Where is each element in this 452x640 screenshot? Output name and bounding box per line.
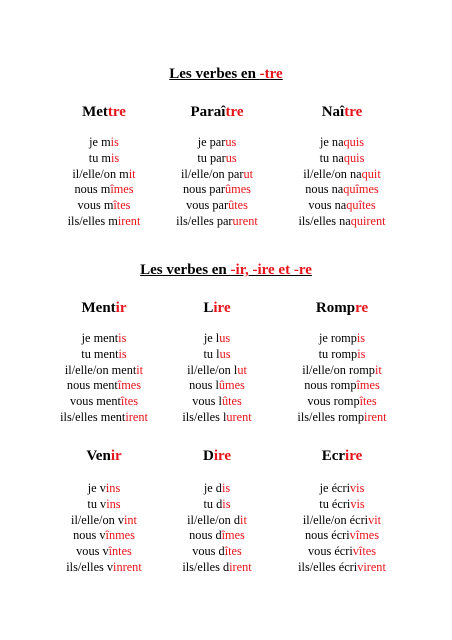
conjugation-ending: îmes — [221, 528, 245, 543]
conjugation-line — [147, 544, 287, 560]
conjugation-ending: is — [110, 135, 119, 149]
conjugation-ending: is — [356, 331, 366, 345]
conjugation-ending: it — [136, 362, 144, 377]
verb-ending: ir — [110, 448, 122, 464]
conjugation-stem: ils/elles d — [182, 559, 230, 574]
conjugation-stem: je v — [87, 481, 106, 495]
conjugation-ending: it — [128, 166, 136, 181]
conjugation-line — [147, 135, 287, 151]
conjugation-line — [272, 513, 412, 529]
conjugation-ending: ûtes — [228, 198, 248, 213]
verb-ending: tre — [225, 104, 244, 120]
conjugation-ending: quirent — [350, 213, 386, 228]
conjugation-stem: tu na — [319, 150, 344, 165]
conjugation-line — [272, 331, 412, 347]
conjugation-stem: il/elle/on écri — [302, 512, 369, 527]
conjugation-line — [147, 513, 287, 529]
conjugation-ending: ins — [105, 481, 121, 495]
conjugation-stem: tu romp — [318, 346, 358, 361]
conjugation-stem: je l — [203, 331, 220, 345]
conjugation-stem: il/elle/on romp — [302, 362, 375, 377]
conjugation-line — [272, 198, 412, 214]
conjugation-line — [147, 378, 287, 394]
conjugation-ending: vit — [368, 512, 382, 527]
verb-ending: ire — [213, 448, 232, 464]
conjugation-stem: nous écri — [304, 528, 350, 543]
conjugation-line — [147, 481, 287, 497]
conjugation-stem: nous par — [183, 182, 226, 197]
verb-heading-lire — [147, 300, 287, 317]
conjugation-list-ecrire — [272, 481, 412, 576]
conjugation-stem: je par — [197, 135, 226, 149]
verb-stem: D — [202, 448, 214, 464]
conjugation-ending: îtes — [113, 198, 131, 213]
conjugation-line — [147, 497, 287, 513]
conjugation-stem: tu écri — [319, 496, 351, 511]
conjugation-line — [272, 560, 412, 576]
section-title-tre — [0, 66, 452, 83]
conjugation-stem: vous écri — [308, 544, 353, 559]
conjugation-list-paraitre — [147, 135, 287, 230]
conjugation-stem: je m — [89, 135, 111, 149]
conjugation-ending: înmes — [105, 528, 135, 543]
conjugation-stem: tu m — [88, 150, 111, 165]
conjugation-stem: vous par — [186, 198, 229, 213]
conjugation-ending: irent — [229, 559, 252, 574]
conjugation-line — [272, 214, 412, 230]
conjugation-ending: îtes — [120, 394, 138, 409]
verb-stem: Romp — [315, 300, 356, 316]
conjugation-stem: vous l — [192, 394, 222, 409]
conjugation-line — [147, 198, 287, 214]
conjugation-stem: ils/elles par — [176, 213, 233, 228]
conjugation-ending: is — [111, 150, 120, 165]
conjugation-ending: it — [374, 362, 382, 377]
conjugation-ending: irent — [117, 213, 141, 228]
conjugation-ending: ut — [243, 166, 254, 181]
verb-stem: Paraî — [190, 104, 226, 120]
conjugation-stem: vous v — [76, 544, 109, 559]
conjugation-ending: is — [357, 346, 366, 361]
conjugation-ending: ut — [237, 362, 247, 377]
conjugation-stem: je na — [319, 135, 344, 149]
conjugation-ending: quîmes — [343, 182, 379, 197]
verb-ending: re — [355, 300, 369, 316]
conjugation-line — [272, 481, 412, 497]
conjugation-ending: us — [225, 135, 237, 149]
verb-ending: ire — [345, 448, 363, 464]
conjugation-ending: îmes — [110, 182, 134, 197]
verb-ending: tre — [107, 104, 126, 120]
conjugation-line — [147, 528, 287, 544]
section-title-ending: -ir, -ire et -re — [230, 262, 312, 278]
conjugation-list-rompre — [272, 331, 412, 426]
conjugation-stem: ils/elles romp — [297, 409, 365, 424]
conjugation-ending: ûmes — [225, 182, 251, 197]
conjugation-ending: vis — [350, 496, 365, 511]
conjugation-stem: je écri — [319, 481, 351, 495]
conjugation-line — [272, 347, 412, 363]
conjugation-stem: il/elle/on d — [187, 512, 241, 527]
conjugation-ending: is — [222, 496, 231, 511]
conjugation-ending: us — [225, 150, 237, 165]
conjugation-stem: nous v — [73, 528, 106, 543]
conjugation-ending: quîtes — [346, 198, 376, 213]
conjugation-ending: îmes — [356, 378, 380, 393]
conjugation-stem: vous m — [77, 198, 114, 213]
conjugation-ending: vîmes — [349, 528, 380, 543]
conjugation-line — [272, 544, 412, 560]
conjugation-stem: il/elle/on m — [72, 166, 129, 181]
verb-ending: ir — [115, 300, 127, 316]
conjugation-stem: il/elle/on na — [303, 166, 362, 181]
conjugation-stem: ils/elles écri — [298, 559, 358, 574]
conjugation-line — [272, 363, 412, 379]
conjugation-line — [147, 182, 287, 198]
conjugation-ending: urent — [226, 409, 252, 424]
conjugation-line — [272, 528, 412, 544]
conjugation-ending: irent — [364, 409, 387, 424]
conjugation-line — [147, 214, 287, 230]
conjugation-stem: je ment — [81, 331, 119, 345]
conjugation-ending: quis — [343, 150, 365, 165]
conjugation-stem: nous ment — [66, 378, 118, 393]
conjugation-ending: vîtes — [352, 544, 376, 559]
conjugation-stem: tu ment — [81, 346, 119, 361]
verb-heading-dire — [147, 448, 287, 465]
conjugation-line — [147, 363, 287, 379]
conjugation-stem: il/elle/on v — [71, 512, 124, 527]
conjugation-line — [272, 182, 412, 198]
conjugation-stem: je d — [203, 481, 222, 495]
verb-heading-paraitre — [147, 104, 287, 121]
conjugation-line — [272, 167, 412, 183]
conjugation-ending: îtes — [359, 394, 377, 409]
verb-heading-naitre — [272, 104, 412, 121]
conjugation-stem: nous d — [189, 528, 222, 543]
verb-stem: Met — [82, 104, 108, 120]
verb-ending: ire — [213, 300, 231, 316]
verb-heading-ecrire — [272, 448, 412, 465]
conjugation-line — [147, 394, 287, 410]
conjugation-ending: quis — [343, 135, 365, 149]
conjugation-stem: tu v — [87, 496, 107, 511]
conjugation-stem: vous romp — [307, 394, 360, 409]
conjugation-ending: int — [123, 512, 137, 527]
conjugation-ending: întes — [108, 544, 132, 559]
conjugation-line — [147, 410, 287, 426]
conjugation-stem: ils/elles l — [182, 409, 227, 424]
conjugation-ending: ins — [106, 496, 121, 511]
conjugation-line — [147, 167, 287, 183]
verb-stem: Ecr — [321, 448, 346, 464]
conjugation-ending: quit — [361, 166, 381, 181]
conjugation-ending: irent — [125, 409, 148, 424]
conjugation-ending: is — [221, 481, 231, 495]
conjugation-line — [272, 497, 412, 513]
conjugation-stem: ils/elles na — [298, 213, 351, 228]
conjugation-ending: îtes — [224, 544, 242, 559]
conjugation-stem: il/elle/on l — [187, 362, 238, 377]
section-title-base: Les verbes en — [140, 262, 231, 278]
verb-heading-rompre — [272, 300, 412, 317]
conjugation-list-dire — [147, 481, 287, 576]
conjugation-stem: vous ment — [70, 394, 121, 409]
conjugation-stem: tu l — [203, 346, 220, 361]
conjugation-ending: is — [118, 331, 127, 345]
conjugation-stem: ils/elles ment — [60, 409, 126, 424]
conjugation-stem: nous na — [305, 182, 344, 197]
verb-stem: Naî — [321, 104, 345, 120]
conjugation-ending: ûtes — [221, 394, 242, 409]
conjugation-stem: nous l — [189, 378, 219, 393]
conjugation-line — [272, 135, 412, 151]
conjugation-ending: us — [219, 346, 231, 361]
conjugation-stem: tu d — [203, 496, 223, 511]
conjugation-stem: vous d — [192, 544, 225, 559]
conjugation-stem: il/elle/on par — [180, 166, 244, 181]
conjugation-line — [272, 378, 412, 394]
section-title-ir-ire-re — [0, 262, 452, 279]
conjugation-ending: is — [118, 346, 127, 361]
conjugation-list-naitre — [272, 135, 412, 230]
conjugation-ending: îmes — [117, 378, 142, 393]
conjugation-line — [272, 151, 412, 167]
conjugation-line — [147, 331, 287, 347]
conjugation-ending: urent — [232, 213, 258, 228]
conjugation-ending: ûmes — [218, 378, 245, 393]
verb-stem: L — [203, 300, 214, 316]
conjugation-line — [272, 410, 412, 426]
conjugation-ending: vis — [350, 481, 365, 495]
conjugation-stem: il/elle/on ment — [64, 362, 137, 377]
conjugation-line — [147, 151, 287, 167]
conjugation-stem: je romp — [318, 331, 357, 345]
conjugation-ending: inrent — [113, 559, 142, 574]
conjugation-ending: it — [240, 512, 247, 527]
conjugation-stem: nous romp — [304, 378, 357, 393]
conjugation-ending: virent — [357, 559, 386, 574]
conjugation-stem: nous m — [74, 182, 111, 197]
conjugation-line — [147, 347, 287, 363]
section-title-ending: -tre — [259, 66, 283, 82]
verb-ending: tre — [344, 104, 363, 120]
section-title-base: Les verbes en — [169, 66, 260, 82]
conjugation-list-lire — [147, 331, 287, 426]
verb-stem: Ment — [81, 300, 116, 316]
conjugation-stem: tu par — [197, 150, 226, 165]
conjugation-line — [272, 394, 412, 410]
conjugation-stem: ils/elles v — [66, 559, 114, 574]
conjugation-stem: ils/elles m — [67, 213, 118, 228]
verb-stem: Ven — [86, 448, 111, 464]
conjugation-line — [147, 560, 287, 576]
conjugation-ending: us — [219, 331, 231, 345]
conjugation-stem: vous na — [308, 198, 347, 213]
